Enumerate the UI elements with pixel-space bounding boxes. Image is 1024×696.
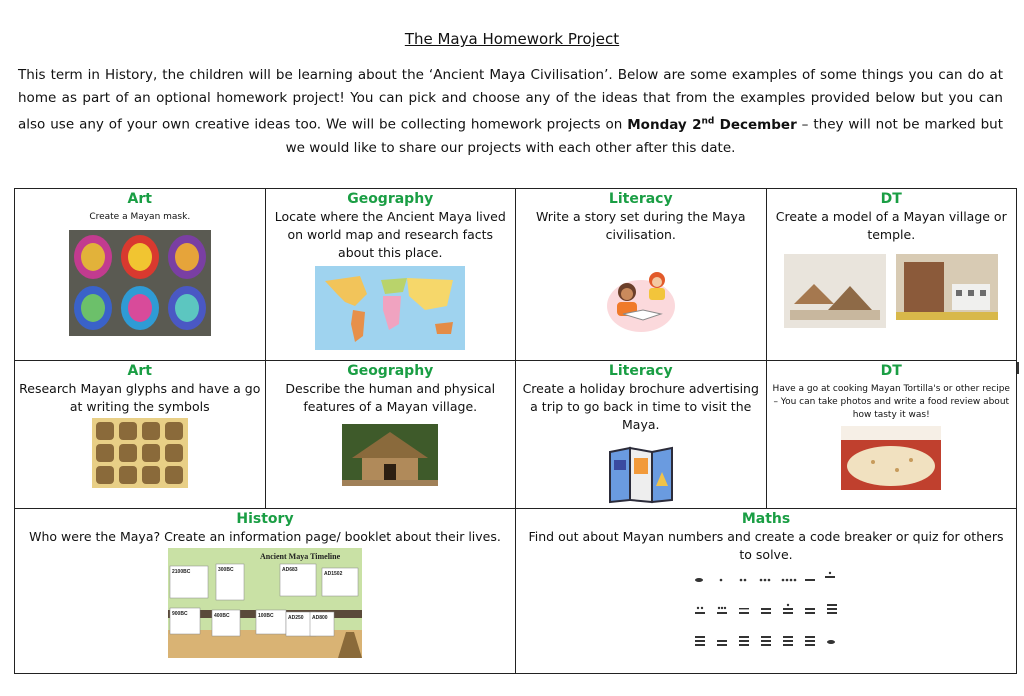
task-text: Create a holiday brochure advertising a trip to go back in time to visit the Maya. xyxy=(522,381,759,432)
timeline-label: AD800 xyxy=(312,615,328,621)
brochure-icon xyxy=(608,446,674,504)
timeline-label: 400BC xyxy=(214,613,230,619)
cell-literacy-story xyxy=(516,189,767,361)
subject-heading: DT xyxy=(880,191,902,207)
subject-heading: Art xyxy=(127,363,152,379)
mayan-numbers-image xyxy=(691,570,841,662)
cell-art-mask xyxy=(15,189,266,361)
intro-date-sup: nd xyxy=(701,116,715,126)
cell-dt-model xyxy=(766,189,1017,361)
timeline-label: 2100BC xyxy=(172,569,191,575)
cell-history xyxy=(15,509,516,674)
cell-literacy-brochure xyxy=(516,361,767,509)
task-text: Research Mayan glyphs and have a go at writing the symbols xyxy=(19,381,261,414)
model-temple-photo xyxy=(896,254,998,320)
task-text: Create a model of a Mayan village or temple. xyxy=(775,209,1007,242)
timeline-label: 300BC xyxy=(218,567,234,573)
model-village-photo xyxy=(784,254,886,328)
task-text: Find out about Mayan numbers and create a code breaker or quiz for others to solve. xyxy=(528,529,1004,562)
intro-date-rest: December xyxy=(714,116,797,133)
task-text: Describe the human and physical features of a Mayan village. xyxy=(285,381,496,414)
subject-heading: Literacy xyxy=(608,363,673,379)
cell-geography-map xyxy=(265,189,516,361)
timeline-label: 900BC xyxy=(172,611,188,617)
task-text: Who were the Maya? Create an information page/ booklet about their lives. xyxy=(29,529,501,544)
maya-timeline-image xyxy=(168,548,362,658)
subject-heading: Art xyxy=(127,191,152,207)
subject-heading: Literacy xyxy=(608,191,673,207)
subject-heading: DT xyxy=(880,363,902,379)
subject-heading: History xyxy=(236,511,294,527)
mayan-hut-image xyxy=(342,424,438,486)
subject-heading: Geography xyxy=(347,191,434,207)
intro-date-main: Monday 2 xyxy=(627,116,702,133)
task-text: Create a Mayan mask. xyxy=(89,212,191,222)
maya-glyphs-image xyxy=(92,418,188,488)
world-map-image xyxy=(315,266,465,350)
task-text: Locate where the Ancient Maya lived on world map and research facts about this place. xyxy=(274,209,506,260)
page-title: The Maya Homework Project xyxy=(404,30,620,48)
text-cursor xyxy=(1017,362,1019,374)
timeline-label: AD683 xyxy=(282,567,298,573)
timeline-label: 100BC xyxy=(258,613,274,619)
cell-dt-tortilla xyxy=(766,361,1017,509)
task-text: Write a story set during the Maya civilisation. xyxy=(535,209,746,242)
children-reading-image xyxy=(603,262,679,334)
subject-heading: Maths xyxy=(741,511,791,527)
cell-maths xyxy=(516,509,1017,674)
task-text: Have a go at cooking Mayan Tortilla's or other recipe – You can take photos and write a food review about how tasty it was! xyxy=(772,384,1010,420)
mayan-masks-image xyxy=(69,230,211,336)
cell-art-glyphs xyxy=(15,361,266,509)
intro-paragraph xyxy=(18,64,1003,160)
tortilla-image xyxy=(841,426,941,490)
activity-grid xyxy=(14,188,1017,674)
intro-part2: – they will not be marked but we would like to share our projects with each other after this date. xyxy=(285,116,1004,156)
subject-heading: Geography xyxy=(347,363,434,379)
cell-geography-village xyxy=(265,361,516,509)
intro-date xyxy=(627,117,796,133)
timeline-label: AD1502 xyxy=(324,571,343,577)
timeline-label: AD250 xyxy=(288,615,304,621)
timeline-heading: Ancient Maya Timeline xyxy=(260,552,341,561)
intro-part1: This term in History, the children will be learning about the ‘Ancient Maya Civilisation’. Below are some examples of some things you can do at home as part of an optional homework project! You can pick and choose any of the ideas that from the examples provided below but you can also use any of your own creative ideas too. We will be collecting homework projects on xyxy=(18,67,1003,133)
